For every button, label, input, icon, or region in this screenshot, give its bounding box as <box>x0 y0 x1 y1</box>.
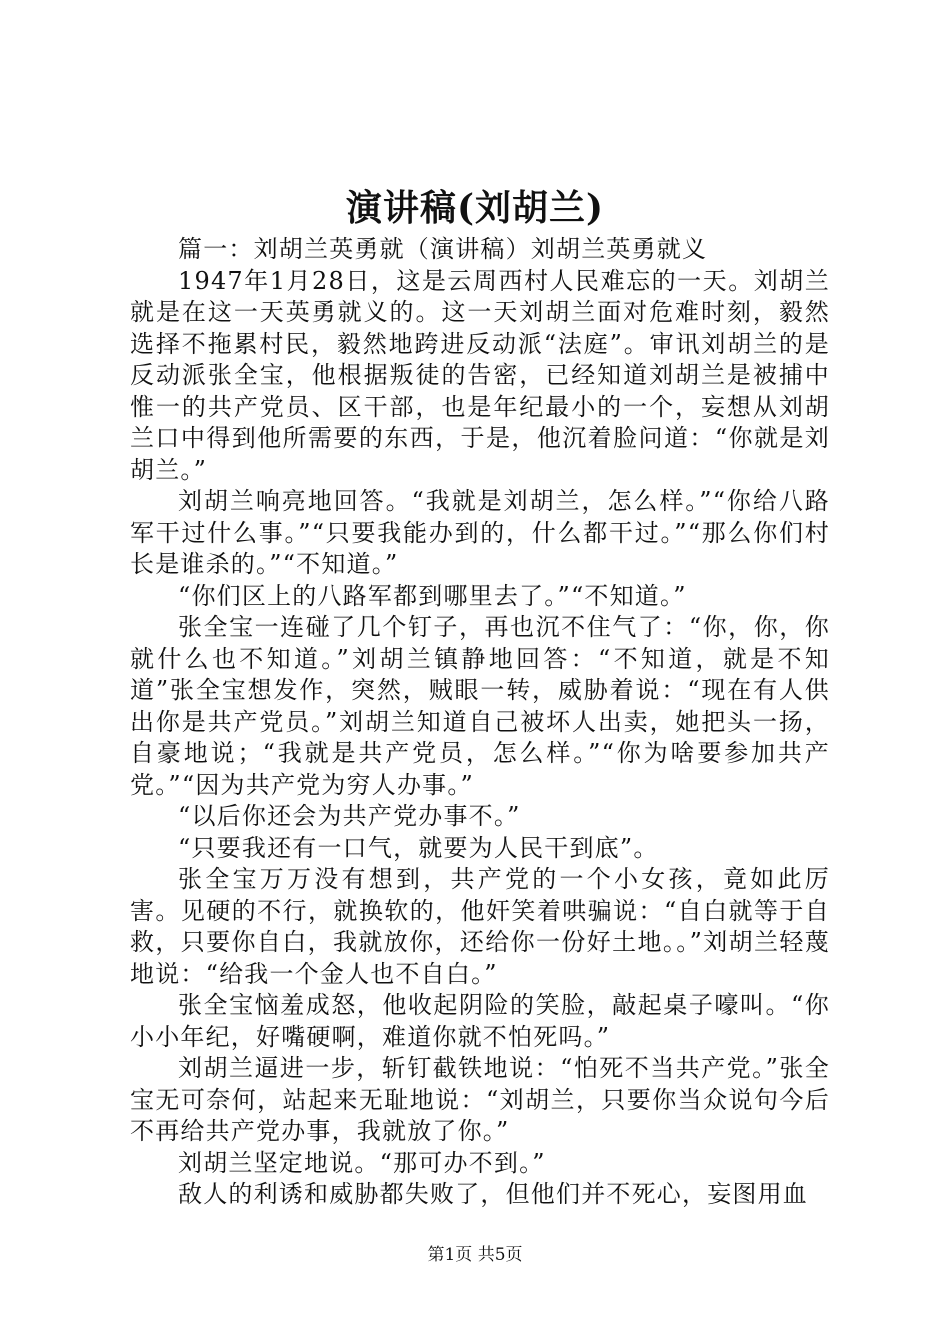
paragraph: 刘胡兰逼进一步，斩钉截铁地说：“怕死不当共产党。”张全宝无可奈何，站起来无耻地说：“刘胡兰，只要你当众说句今后不再给共产党办事，我就放了你。” <box>130 1054 830 1145</box>
page-number-footer: 第1页 共5页 <box>427 1245 523 1265</box>
paragraph: 敌人的利诱和威胁都失败了，但他们并不死心，妄图用血 <box>178 1180 808 1208</box>
paragraph: “你们区上的八路军都到哪里去了。”“不知道。” <box>178 581 687 610</box>
paragraph: 张全宝一连碰了几个钉子，再也沉不住气了：“你，你，你就什么也不知道。”刘胡兰镇静地回答：“不知道，就是不知道”张全宝想发作，突然，贼眼一转，威胁着说：“现在有人供出你是共产党员。”刘胡兰知道自己被坏人出卖，她把头一扬，自豪地说；“我就是共产党员，怎么样。”“你为啥要参加共产党。”“因为共产党为穷人办事。” <box>130 613 830 799</box>
document-body <box>130 234 830 1211</box>
paragraph: 刘胡兰坚定地说。“那可办不到。” <box>178 1148 546 1177</box>
paragraph: 1947年1月28日，这是云周西村人民难忘的一天。刘胡兰就是在这一天英勇就义的。这一天刘胡兰面对危难时刻，毅然选择不拖累村民，毅然地跨进反动派“法庭”。审讯刘胡兰的是反动派张全宝，他根据叛徒的告密，已经知道刘胡兰是被捕中惟一的共产党员、区干部，也是年纪最小的一个，妄想从刘胡兰口中得到他所需要的东西，于是，他沉着脸问道：“你就是刘胡兰。” <box>130 266 830 484</box>
document-title: 演讲稿(刘胡兰) <box>345 187 605 229</box>
paragraph: 篇一：刘胡兰英勇就（演讲稿）刘胡兰英勇就义 <box>178 235 708 263</box>
paragraph: 张全宝万万没有想到，共产党的一个小女孩，竟如此厉害。见硬的不行，就换软的，他奸笑着哄骗说：“自白就等于自救，只要你自白，我就放你，还给你一份好土地。。”刘胡兰轻蔑地说：“给我一个金人也不自白。” <box>130 865 830 988</box>
paragraph: “以后你还会为共产党办事不。” <box>178 802 521 830</box>
paragraph: 张全宝恼羞成怒，他收起阴险的笑脸，敲起桌子嚎叫。“你小小年纪，好嘴硬啊，难道你就不怕死吗。” <box>130 991 830 1051</box>
paragraph: “只要我还有一口气，就要为人民干到底”。 <box>178 833 659 862</box>
paragraph: 刘胡兰响亮地回答。“我就是刘胡兰，怎么样。”“你给八路军干过什么事。”“只要我能办到的，什么都干过。”“那么你们村长是谁杀的。”“不知道。” <box>130 487 830 578</box>
